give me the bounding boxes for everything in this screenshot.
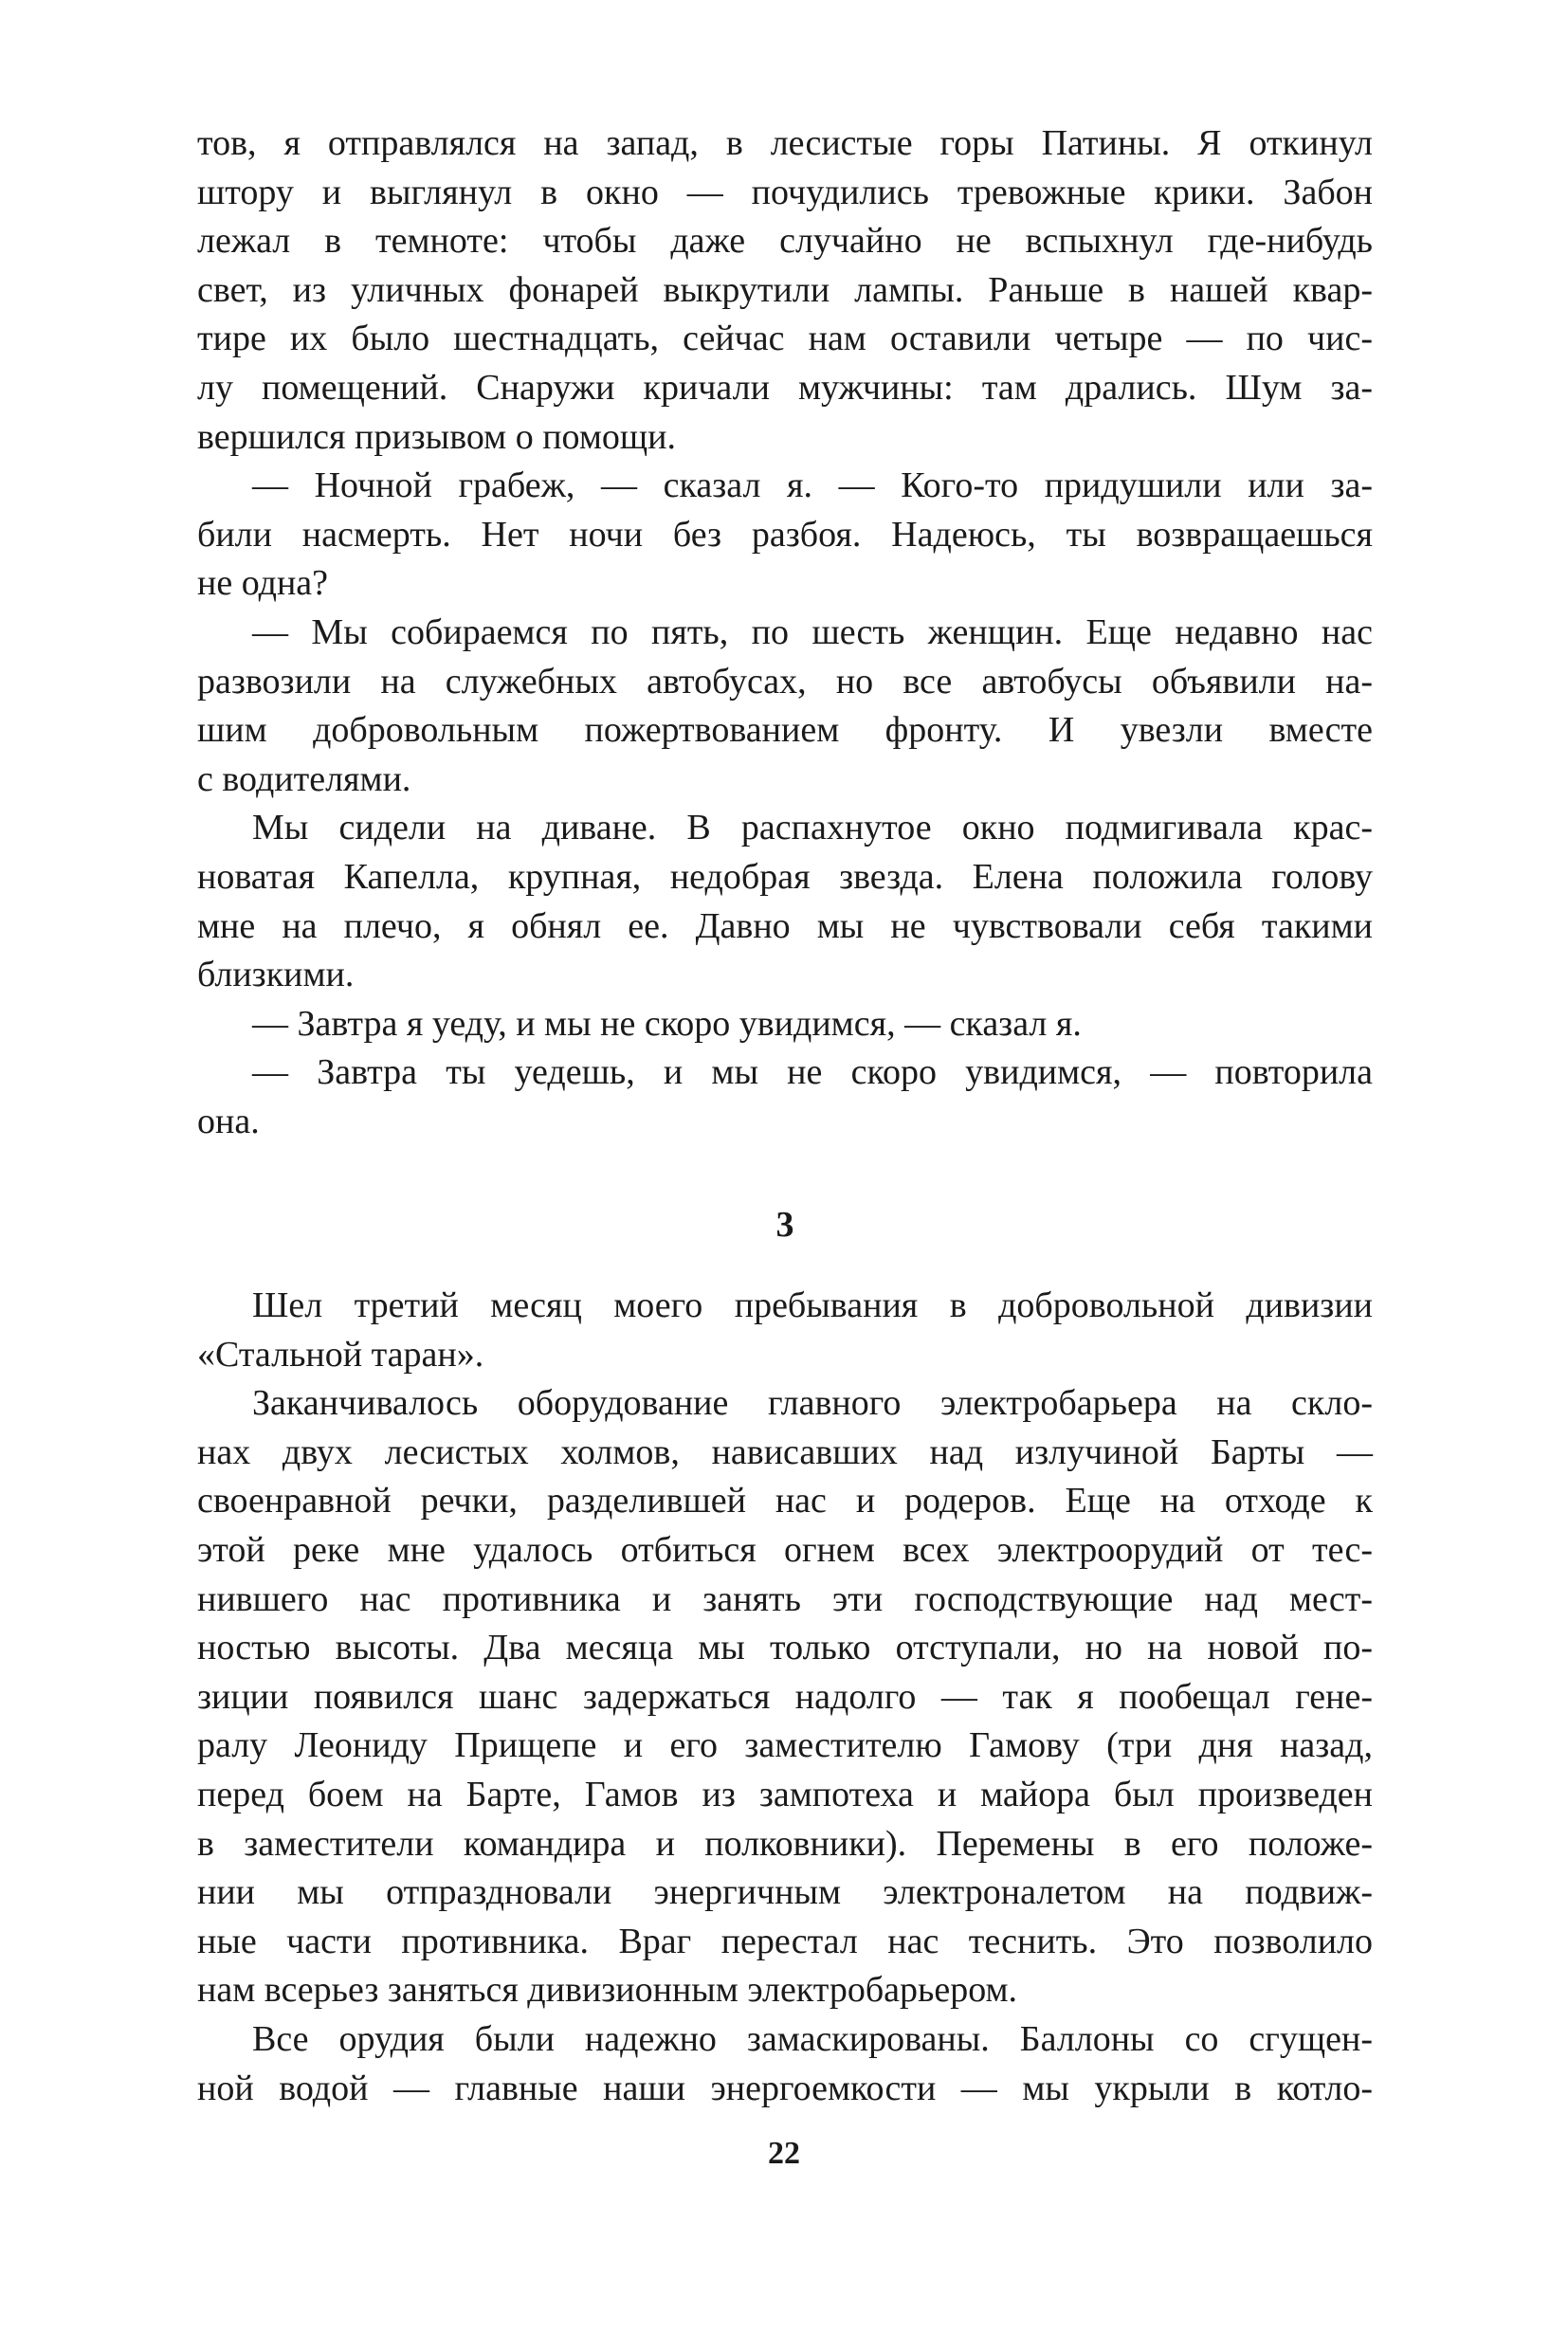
text-line: тов, я отправлялся на запад, в лесистые горы Патины. Я откинул	[197, 123, 1373, 163]
text-line: своенравной речки, разделившей нас и родеров. Еще на отходе к	[197, 1481, 1373, 1522]
text-line: «Стальной таран».	[197, 1334, 484, 1375]
text-line: нившего нас противника и занять эти господствующие над мест-	[197, 1578, 1373, 1619]
text-block-dialogue	[197, 119, 1373, 1146]
text-line: ралу Леониду Прищепе и его заместителю Гамову (три дня назад,	[197, 1725, 1373, 1766]
text-line: — Ночной грабеж, — сказал я. — Кого-то придушили или за-	[252, 465, 1373, 506]
text-line: Мы сидели на диване. В распахнутое окно подмигивала крас-	[252, 808, 1373, 848]
text-line: тире их было шестнадцать, сейчас нам оставили четыре — по чис-	[197, 319, 1373, 359]
text-line: перед боем на Барте, Гамов из зампотеха и майора был произведен	[197, 1774, 1373, 1814]
section-number: 3	[775, 1205, 794, 1245]
text-line: штору и выглянул в окно — почудились тревожные крики. Забон	[197, 172, 1373, 212]
page-number: 22	[768, 2136, 800, 2171]
text-line: близкими.	[197, 955, 355, 995]
text-line: в заместители командира и полковники). Перемены в его положе-	[197, 1823, 1373, 1864]
text-line: с водителями.	[197, 758, 411, 799]
text-line: нах двух лесистых холмов, нависавших над излучиной Барты —	[197, 1431, 1373, 1472]
text-line: лу помещений. Снаружи кричали мужчины: там дрались. Шум за-	[197, 367, 1373, 408]
text-line: ной водой — главные наши энергоемкости — мы укрыли в котло-	[197, 2068, 1373, 2108]
text-line: Заканчивалось оборудование главного электробарьера на скло-	[252, 1383, 1373, 1424]
text-line: — Завтра ты уедешь, и мы не скоро увидимся, — повторила	[252, 1052, 1373, 1093]
text-line: лежал в темноте: чтобы даже случайно не вспыхнул где-нибудь	[197, 221, 1373, 262]
text-line: мне на плечо, я обнял ее. Давно мы не чувствовали себя такими	[197, 905, 1373, 946]
text-line: развозили на служебных автобусах, но все автобусы объявили на-	[197, 661, 1373, 702]
text-line: новатая Капелла, крупная, недобрая звезда. Елена положила голову	[197, 856, 1373, 897]
text-line: не одна?	[197, 563, 329, 604]
text-line: нам всерьез заняться дивизионным электробарьером.	[197, 1970, 1018, 2011]
text-line: этой реке мне удалось отбиться огнем всех электроорудий от тес-	[197, 1529, 1373, 1570]
text-line: ностью высоты. Два месяца мы только отступали, но на новой по-	[197, 1628, 1373, 1668]
text-line: свет, из уличных фонарей выкрутили лампы. Раньше в нашей квар-	[197, 269, 1373, 310]
text-line: она.	[197, 1101, 260, 1141]
text-line: — Завтра я уеду, и мы не скоро увидимся, — сказал я.	[252, 1003, 1082, 1044]
text-line: били насмерть. Нет ночи без разбоя. Надеюсь, ты возвращаешься	[197, 514, 1373, 555]
text-line: нии мы отпраздновали энергичным электроналетом на подвиж-	[197, 1872, 1373, 1913]
text-line: вершился призывом о помощи.	[197, 416, 676, 457]
text-block-section-3	[197, 1282, 1373, 2113]
text-line: ные части противника. Враг перестал нас теснить. Это позволило	[197, 1921, 1373, 1961]
text-line: зиции появился шанс задержаться надолго — так я пообещал гене-	[197, 1676, 1373, 1717]
text-line: шим добровольным пожертвованием фронту. И увезли вместе	[197, 710, 1373, 751]
text-line: — Мы собираемся по пять, по шесть женщин. Еще недавно нас	[252, 611, 1373, 652]
text-line: Все орудия были надежно замаскированы. Баллоны со сгущен-	[252, 2018, 1373, 2059]
text-line: Шел третий месяц моего пребывания в добровольной дивизии	[252, 1285, 1373, 1325]
